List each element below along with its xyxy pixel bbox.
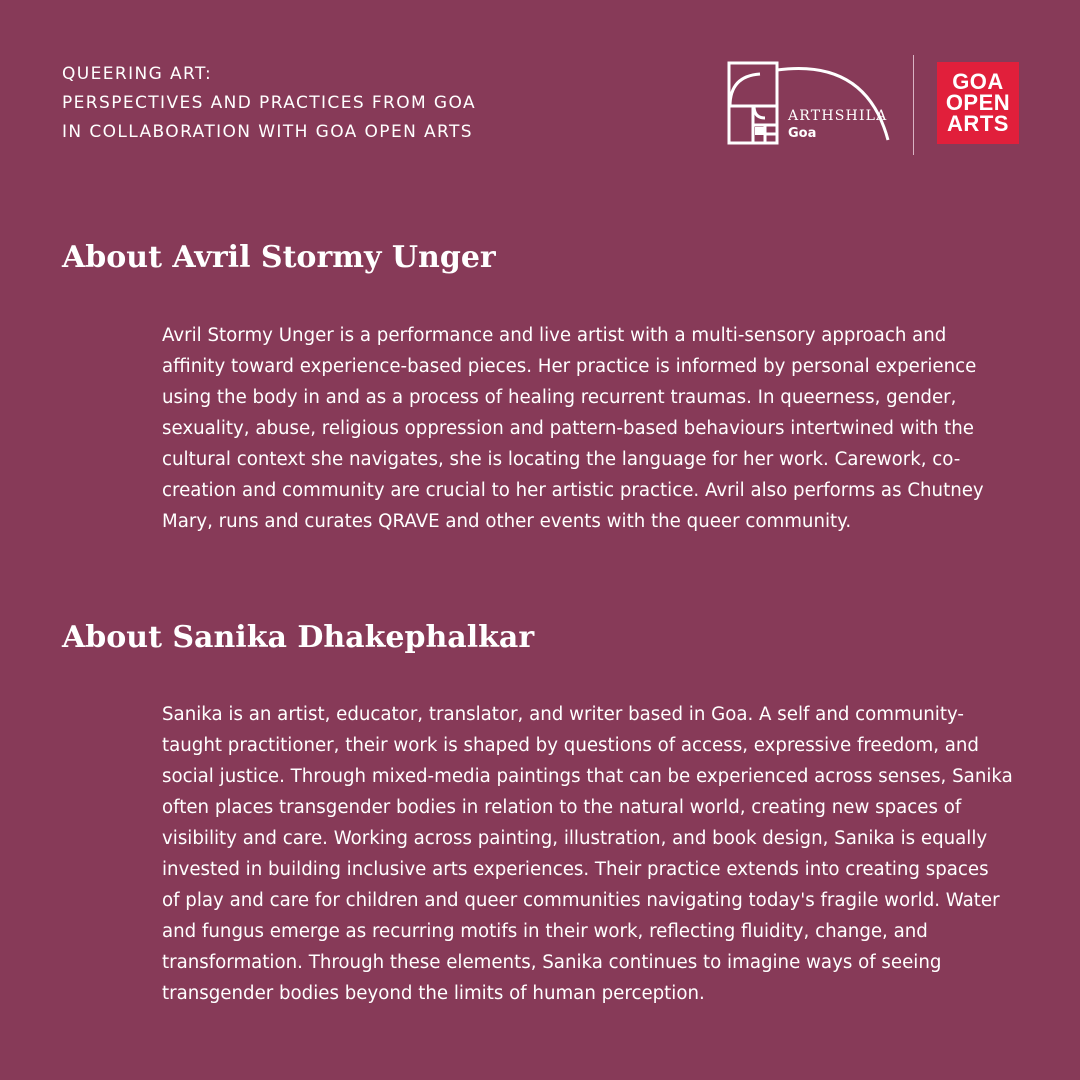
body-line: Avril Stormy Unger is a performance and live artist with a multi-sensory approach and [162,325,947,346]
goa-logo-line-2: OPEN [945,90,1011,115]
body-line: sexuality, abuse, religious oppression and pattern-based behaviours intertwined with the [162,418,974,439]
section-body-sanika [162,699,1024,1009]
arthshila-location: Goa [788,126,817,141]
body-line: of play and care for children and queer communities navigating today's fragile world. Water [162,890,1000,911]
body-line: cultural context she navigates, she is locating the language for her work. Carework, co- [162,449,961,470]
arthshila-logo [726,60,896,148]
arthshila-name: ARTHSHILA [788,108,888,124]
body-line: visibility and care. Working across painting, illustration, and book design, Sanika is equally [162,828,988,849]
body-line: taught practitioner, their work is shaped by questions of access, expressive freedom, and [162,735,979,756]
body-line: transformation. Through these elements, Sanika continues to imagine ways of seeing [162,952,942,973]
goa-logo-line-3: ARTS [947,111,1009,136]
body-line: transgender bodies beyond the limits of human perception. [162,983,705,1004]
body-line: affinity toward experience-based pieces. Her practice is informed by personal experience [162,356,977,377]
goa-logo-line-1: GOA [952,69,1004,94]
body-line: using the body in and as a process of healing recurrent traumas. In queerness, gender, [162,387,957,408]
body-line: Mary, runs and curates QRAVE and other events with the queer community. [162,511,852,532]
header-line-1: QUEERING ART: [62,64,213,84]
body-line: social justice. Through mixed-media paintings that can be experienced across senses, Sanika [162,766,1013,787]
section-title-avril: About Avril Stormy Unger [62,240,496,275]
body-line: invested in building inclusive arts experiences. Their practice extends into creating spaces [162,859,989,880]
logo-divider [913,55,914,155]
body-line: Sanika is an artist, educator, translator, and writer based in Goa. A self and community- [162,704,964,725]
header-line-2: PERSPECTIVES AND PRACTICES FROM GOA [62,93,476,113]
header-title [62,60,476,147]
body-line: often places transgender bodies in relation to the natural world, creating new spaces of [162,797,962,818]
goa-open-arts-logo [937,62,1019,144]
header-line-3: IN COLLABORATION WITH GOA OPEN ARTS [62,122,473,142]
body-line: and fungus emerge as recurring motifs in their work, reflecting fluidity, change, and [162,921,928,942]
section-title-sanika: About Sanika Dhakephalkar [62,620,535,655]
body-line: creation and community are crucial to her artistic practice. Avril also performs as Chutney [162,480,984,501]
section-body-avril [162,320,1024,537]
